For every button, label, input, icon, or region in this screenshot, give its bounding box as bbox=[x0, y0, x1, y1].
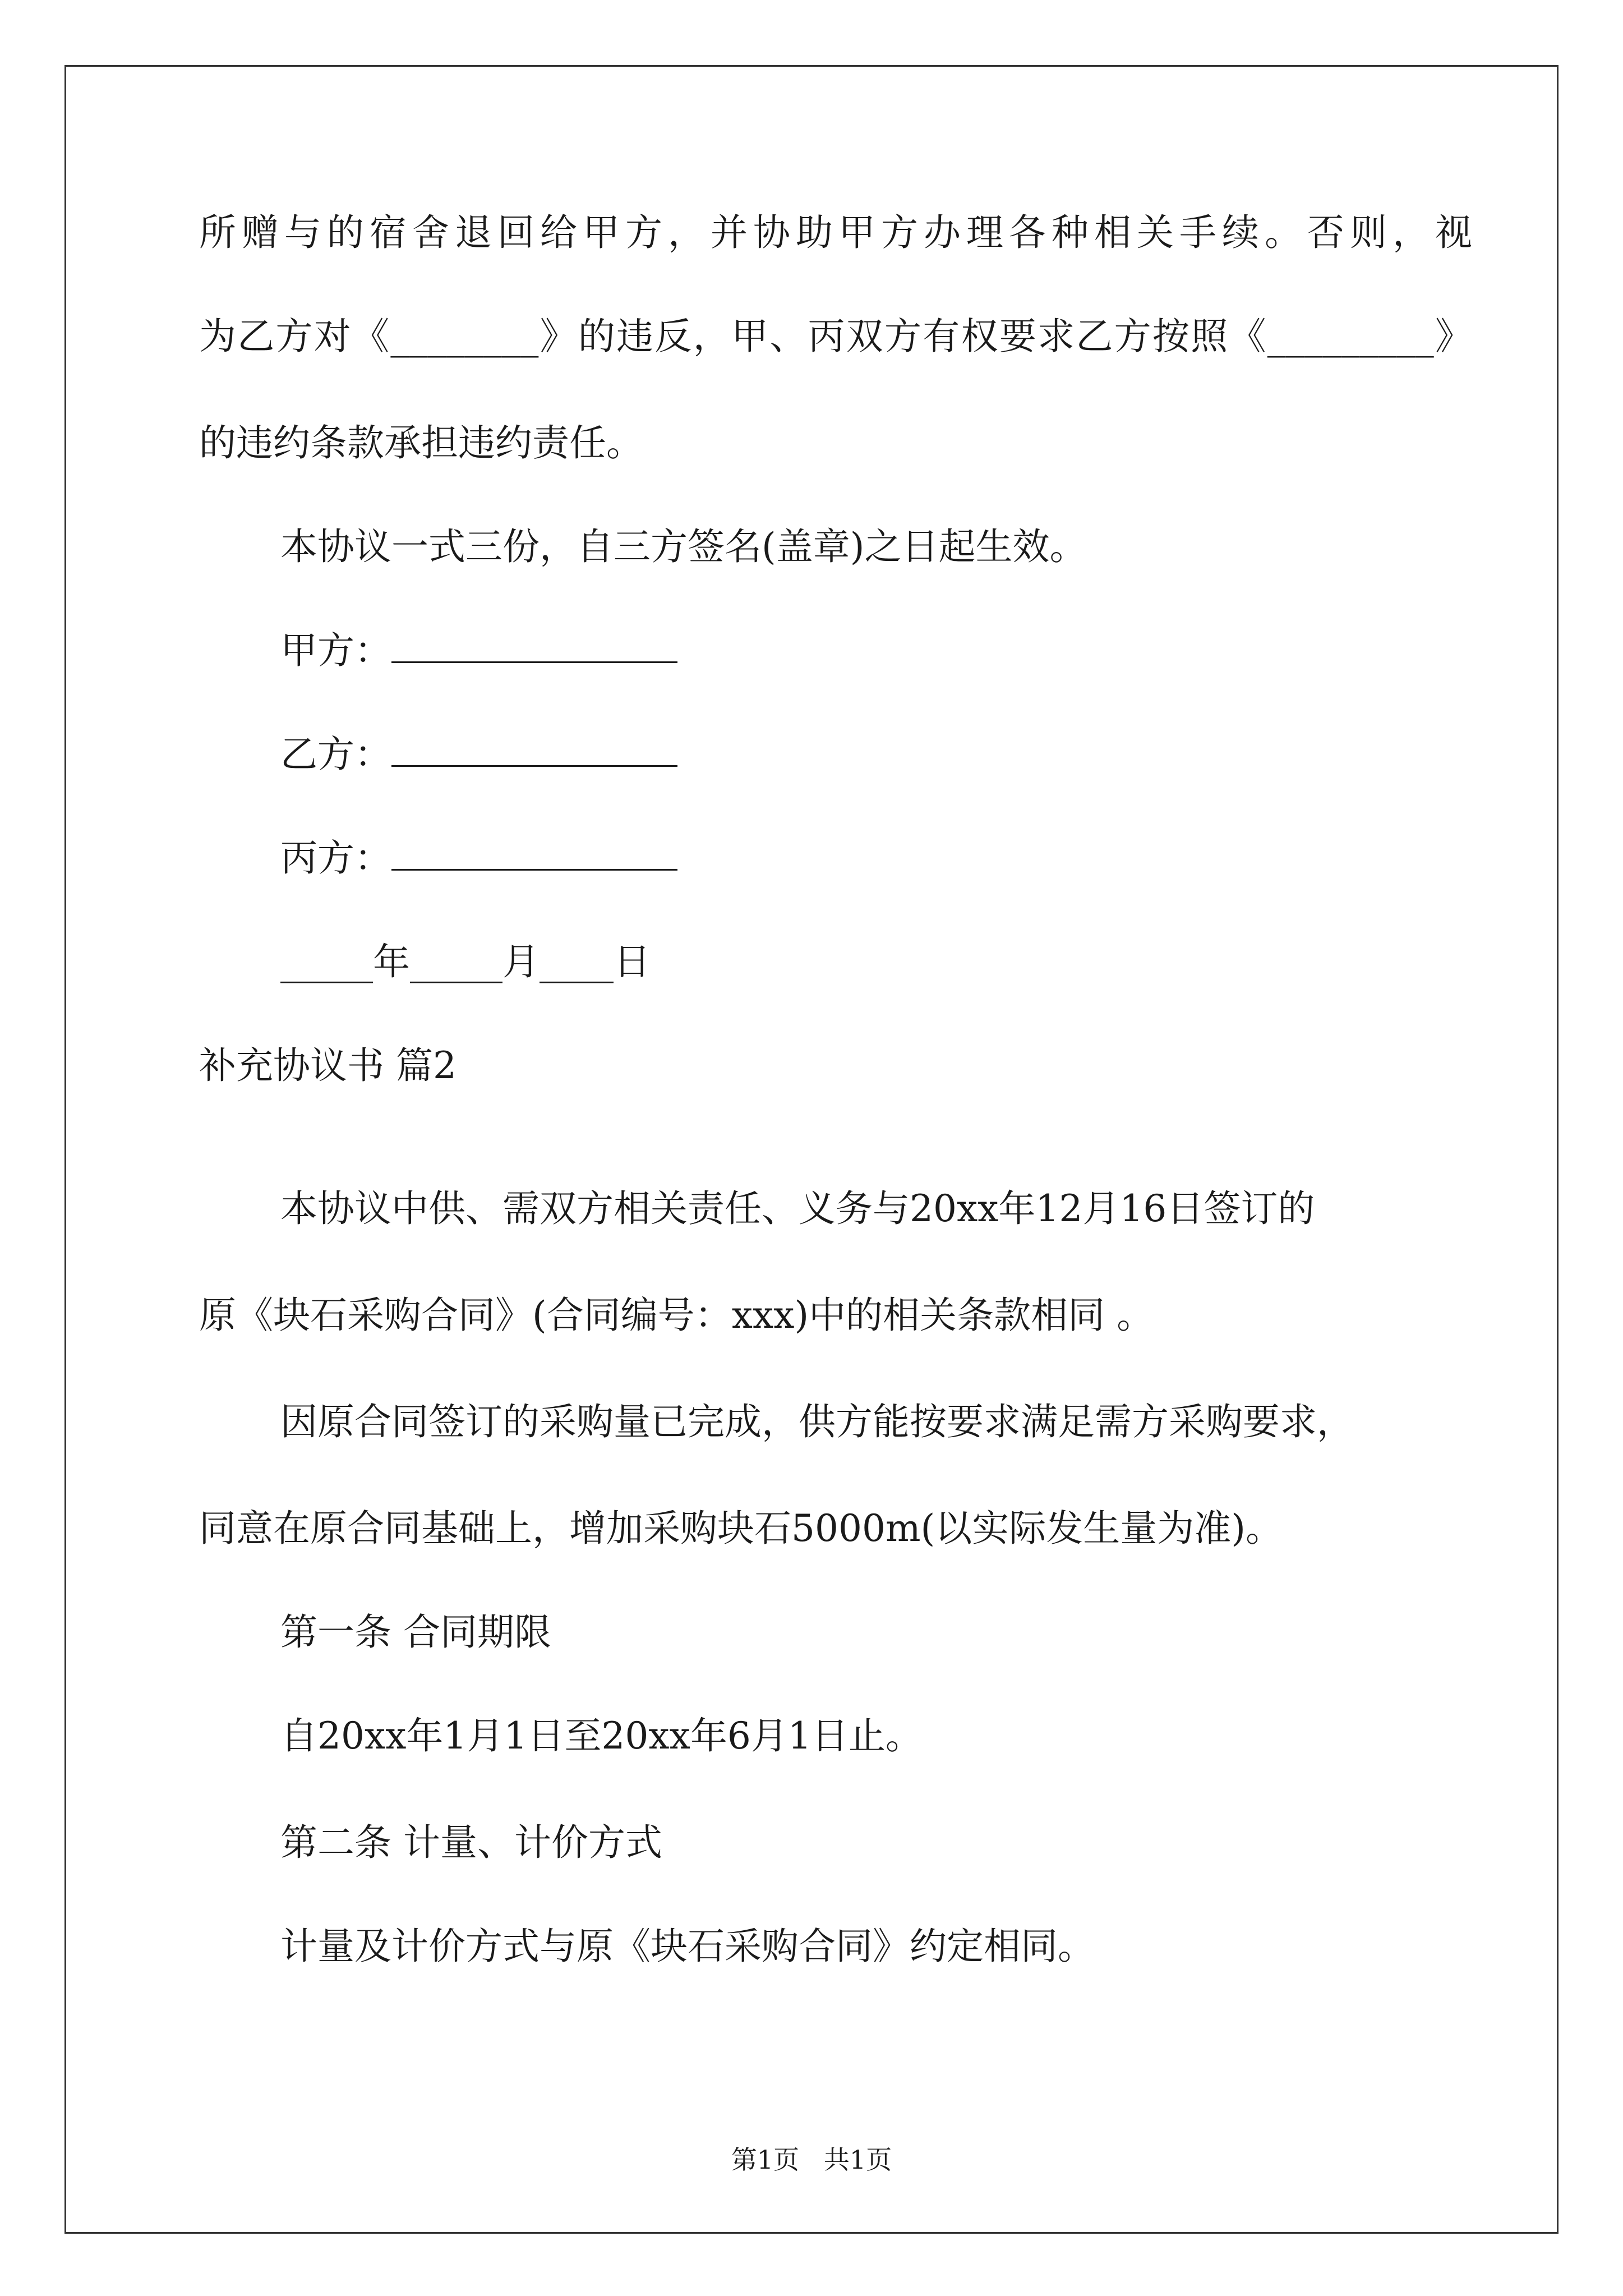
article-1-heading: 第一条 合同期限 bbox=[280, 1611, 551, 1654]
party-b-blank bbox=[391, 734, 677, 767]
text-line-13: 同意在原合同基础上，增加采购块石5000m(以实际发生量为准)。 bbox=[199, 1507, 1283, 1550]
section-heading: 补充协议书 篇2 bbox=[199, 1044, 457, 1087]
page-border bbox=[64, 65, 1559, 2234]
party-c-blank bbox=[391, 838, 677, 871]
signature-party-b bbox=[280, 729, 677, 780]
party-a-label: 甲方： bbox=[280, 629, 391, 672]
text-line-4: 本协议一式三份，自三方签名(盖章)之日起生效。 bbox=[280, 525, 1087, 568]
text-line-10: 本协议中供、需双方相关责任、义务与20xx年12月16日签订的 bbox=[280, 1187, 1315, 1230]
signature-party-c bbox=[280, 833, 677, 884]
article-2-heading: 第二条 计量、计价方式 bbox=[280, 1821, 662, 1864]
party-a-blank bbox=[391, 630, 677, 663]
signature-party-a bbox=[280, 625, 677, 676]
text-line-11: 原《块石采购合同》(合同编号：xxx)中的相关条款相同 。 bbox=[199, 1294, 1154, 1337]
article-1-text: 自20xx年1月1日至20xx年6月1日止。 bbox=[280, 1714, 923, 1757]
article-2-text: 计量及计价方式与原《块石采购合同》约定相同。 bbox=[280, 1925, 1095, 1968]
page-footer: 第1页 共1页 bbox=[731, 2145, 892, 2175]
party-b-label: 乙方： bbox=[280, 733, 391, 776]
text-line-1: 所赠与的宿舍退回给甲方，并协助甲方办理各种相关手续。否则，视 bbox=[199, 211, 1472, 254]
party-c-label: 丙方： bbox=[280, 836, 391, 880]
text-line-12: 因原合同签订的采购量已完成，供方能按要求满足需方采购要求， bbox=[280, 1400, 1354, 1443]
text-line-3: 的违约条款承担违约责任。 bbox=[199, 421, 643, 464]
date-line: _____年_____月____日 bbox=[280, 940, 651, 983]
text-line-2: 为乙方对《________》的违反，甲、丙双方有权要求乙方按照《_________》 bbox=[199, 315, 1472, 358]
